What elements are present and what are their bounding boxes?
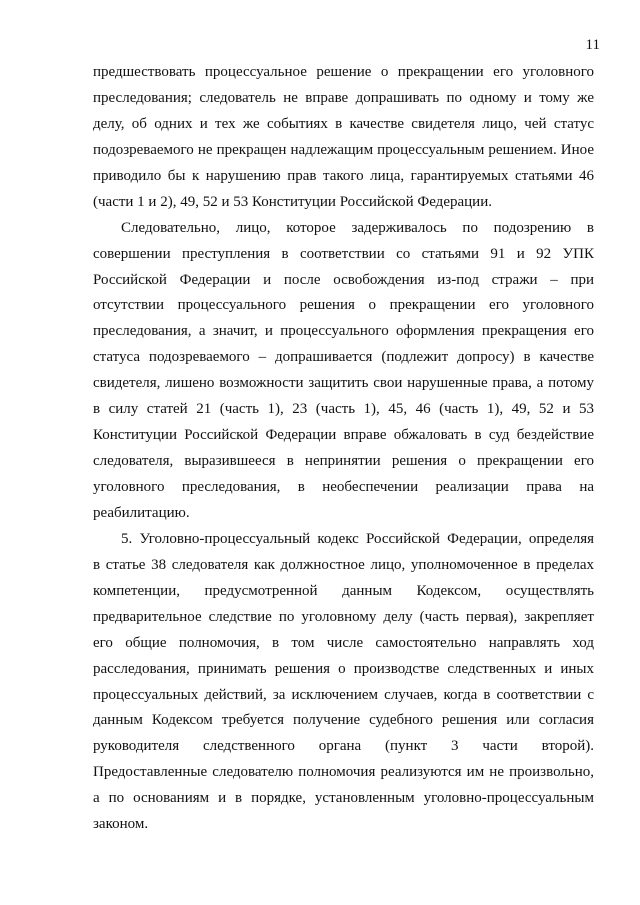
text-line: статуса подозреваемого – допрашивается (подлежит допросу) в качестве xyxy=(93,349,594,366)
text-line: процессуальных действий, за исключением случаев, когда в соответствии с xyxy=(93,686,594,703)
text-line: отсутствии процессуального решения о прекращении его уголовного xyxy=(93,297,594,314)
text-line: в статье 38 следователя как должностное лицо, уполномоченное в пределах xyxy=(93,556,594,573)
text-line: а по основаниям и в порядке, установленным уголовно-процессуальным xyxy=(93,790,594,807)
text-line: преследования, а значит, и процессуального оформления прекращения его xyxy=(93,323,594,340)
text-line: приводило бы к нарушению прав такого лица, гарантируемых статьями 46 xyxy=(93,167,594,184)
text-line: расследования, принимать решения о производстве следственных и иных xyxy=(93,660,594,677)
text-line: реабилитацию. xyxy=(93,504,190,521)
text-line: делу, об одних и тех же событиях в качестве свидетеля лицо, чей статус xyxy=(93,115,594,132)
text-line: законом. xyxy=(93,816,149,833)
text-line: его общие полномочия, в том числе самостоятельно направлять ход xyxy=(93,634,594,651)
text-line: преследования; следователь не вправе допрашивать по одному и тому же xyxy=(93,89,594,106)
text-line: (части 1 и 2), 49, 52 и 53 Конституции Российской Федерации. xyxy=(93,193,492,210)
text-line: 5. Уголовно-процессуальный кодекс Российской Федерации, определяя xyxy=(121,530,594,547)
text-line: в силу статей 21 (часть 1), 23 (часть 1), 45, 46 (часть 1), 49, 52 и 53 xyxy=(93,401,594,418)
text-line: компетенции, предусмотренной данным Кодексом, осуществлять xyxy=(93,582,594,599)
text-line: руководителя следственного органа (пункт 3 части второй). xyxy=(93,738,594,755)
text-line: Следовательно, лицо, которое задерживалось по подозрению в xyxy=(121,219,594,236)
text-line: совершении преступления в соответствии со статьями 91 и 92 УПК xyxy=(93,245,594,262)
text-line: Российской Федерации и после освобождения из-под стражи – при xyxy=(93,271,594,288)
text-line: уголовного преследования, в необеспечении реализации права на xyxy=(93,479,594,495)
text-line: следователя, выразившееся в непринятии решения о прекращении его xyxy=(93,453,594,470)
text-line: предшествовать процессуальное решение о прекращении его уголовного xyxy=(93,64,594,80)
page-number: 11 xyxy=(585,37,600,53)
text-line: предварительное следствие по уголовному делу (часть первая), закрепляет xyxy=(93,608,594,625)
text-line: свидетеля, лишено возможности защитить свои нарушенные права, а потому xyxy=(93,375,594,392)
text-line: Предоставленные следователю полномочия реализуются им не произвольно, xyxy=(93,764,594,781)
text-line: подозреваемого не прекращен надлежащим процессуальным решением. Иное xyxy=(93,141,594,158)
text-line: Конституции Российской Федерации вправе обжаловать в суд бездействие xyxy=(93,427,594,444)
text-line: данным Кодексом требуется получение судебного решения или согласия xyxy=(93,712,594,729)
document-body xyxy=(93,60,594,838)
